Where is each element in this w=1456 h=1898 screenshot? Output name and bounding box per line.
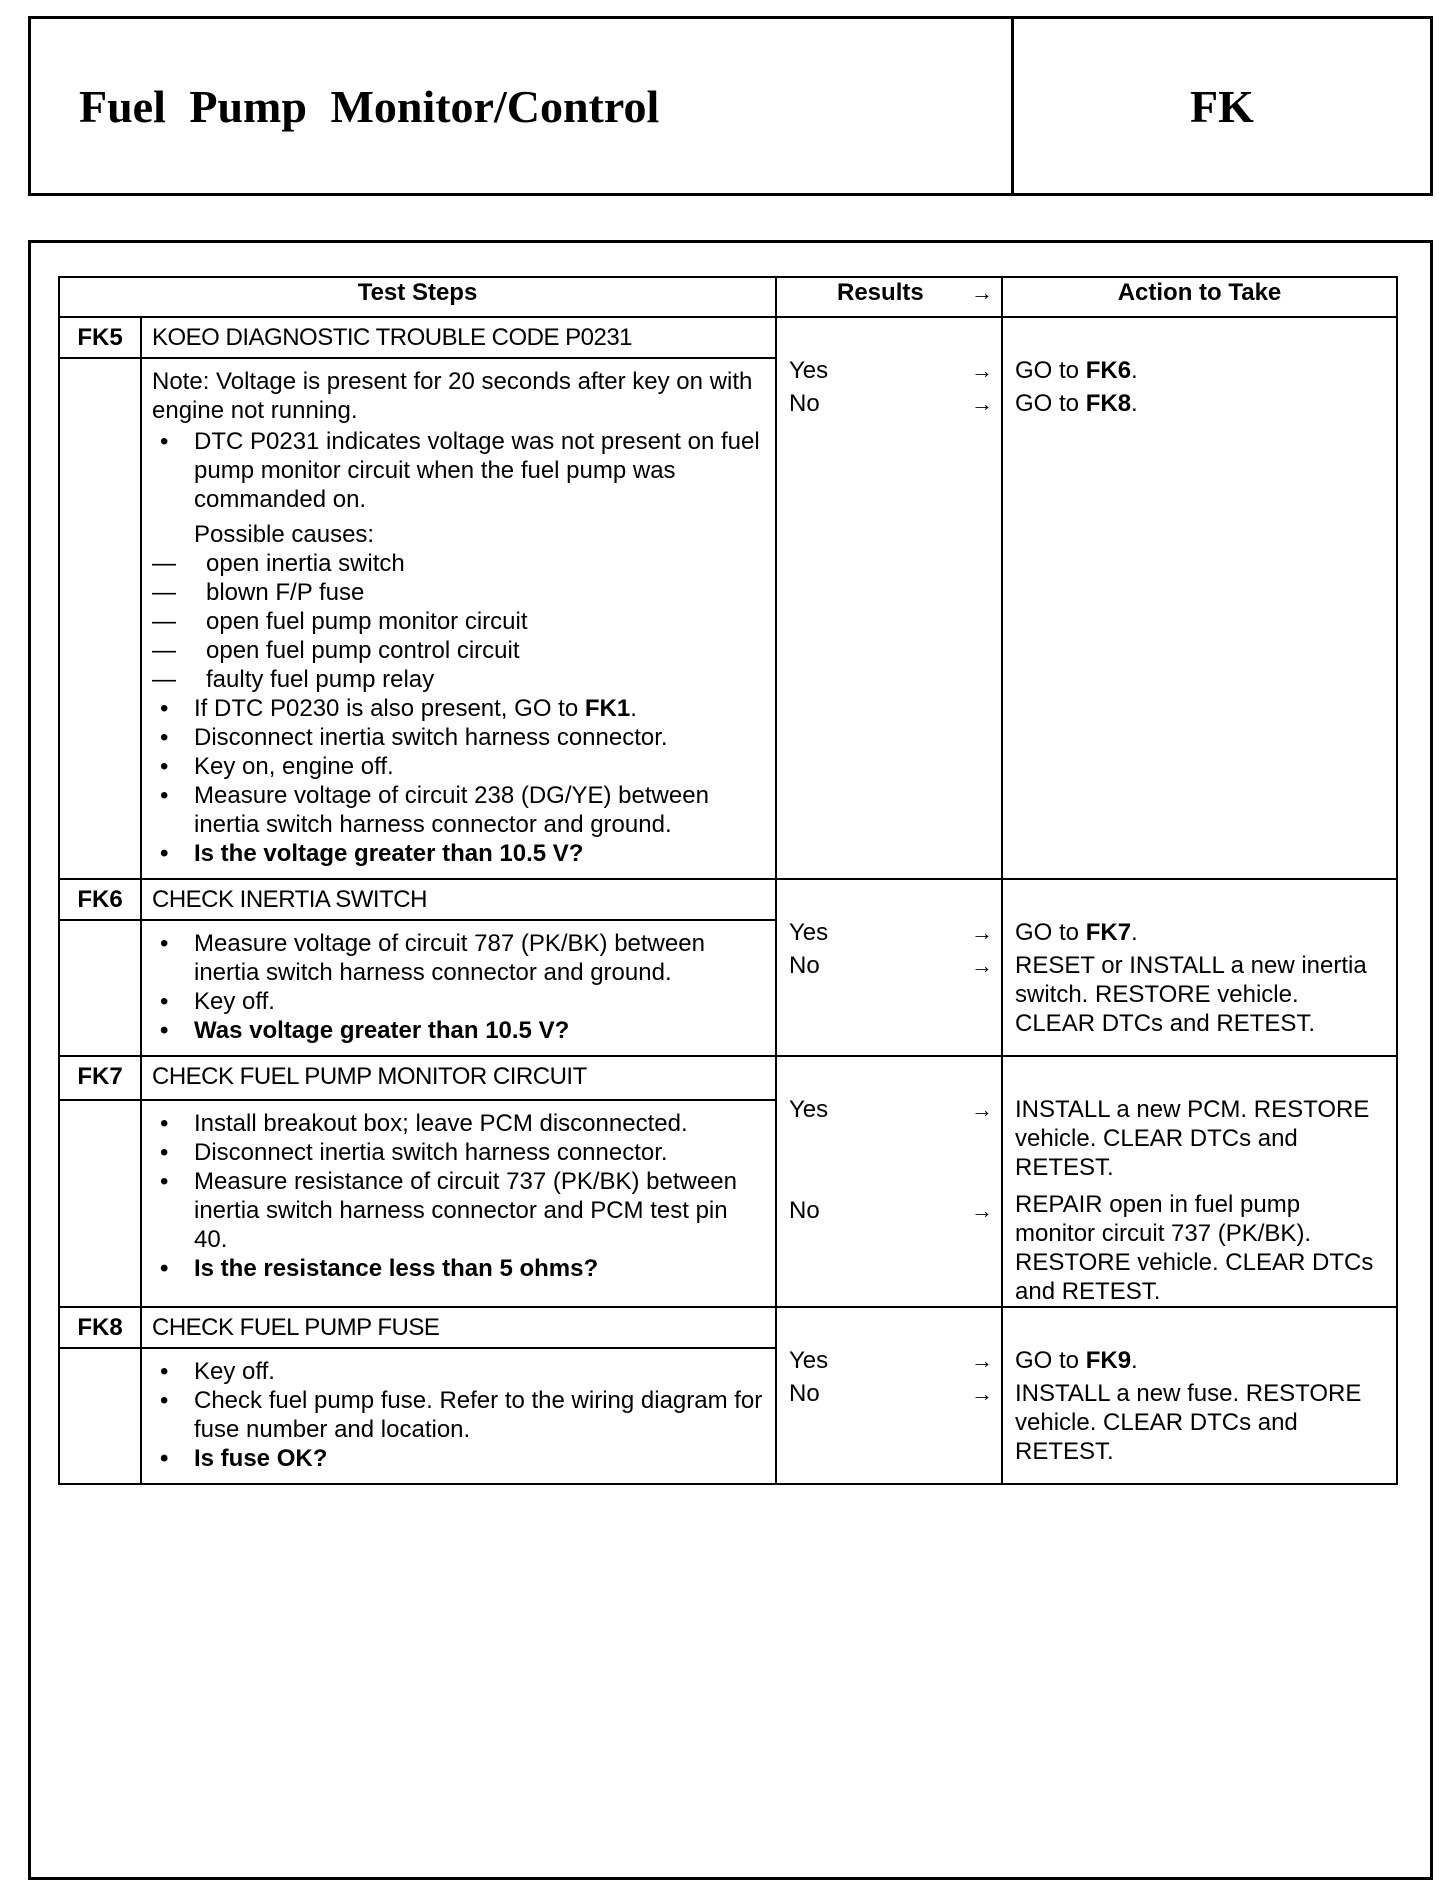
header-code-cell xyxy=(1014,19,1430,193)
action-cell xyxy=(1002,1307,1397,1484)
action-header: Action to Take xyxy=(1002,277,1397,317)
step-id: FK7 xyxy=(59,1056,141,1100)
test-steps-table xyxy=(58,276,1398,1485)
test-steps-header: Test Steps xyxy=(59,277,776,317)
list-item: • Check fuel pump fuse. Refer to the wiring diagram for fuse number and location. xyxy=(152,1386,765,1444)
result-yes-label: Yes xyxy=(789,1096,829,1123)
result-no-label: No xyxy=(789,390,820,417)
arrow-right-icon: → xyxy=(971,280,993,305)
list-item: — blown F/P fuse xyxy=(152,578,765,607)
list-item: • Key off. xyxy=(152,1357,765,1386)
list-item: — open fuel pump monitor circuit xyxy=(152,607,765,636)
id-spacer xyxy=(59,1100,141,1307)
arrow-right-icon: → xyxy=(971,358,993,383)
list-item: • Measure voltage of circuit 238 (DG/YE) between inertia switch harness connector and ground. xyxy=(152,781,765,839)
action-yes: GO to FK6. xyxy=(1015,357,1138,384)
step-question: • Was voltage greater than 10.5 V? xyxy=(152,1016,765,1045)
list-item: • Disconnect inertia switch harness connector. xyxy=(152,723,765,752)
results-cell xyxy=(776,879,1002,1056)
results-cell xyxy=(776,1307,1002,1484)
step-ref: FK7 xyxy=(1085,919,1132,946)
step-ref: FK8 xyxy=(1085,390,1132,417)
list-item: — open fuel pump control circuit xyxy=(152,636,765,665)
result-no-label: No xyxy=(789,952,820,979)
results-cell xyxy=(776,1056,1002,1307)
possible-causes xyxy=(152,520,765,549)
action-yes-text: GO to xyxy=(1015,1347,1080,1374)
step-bullets xyxy=(152,427,765,514)
arrow-right-icon: → xyxy=(971,953,993,978)
result-yes xyxy=(777,918,1001,947)
action-no-text: GO to xyxy=(1015,390,1080,417)
arrow-right-icon: → xyxy=(971,1381,993,1406)
action-no: INSTALL a new fuse. RESTORE vehicle. CLEAR DTCs and RETEST. xyxy=(1015,1380,1362,1465)
result-no xyxy=(777,951,1001,980)
arrow-right-icon: → xyxy=(971,1348,993,1373)
action-no: GO to FK8. xyxy=(1015,390,1138,417)
action-cell xyxy=(1002,1056,1397,1307)
list-item: — open inertia switch xyxy=(152,549,765,578)
causes-label: Possible causes: xyxy=(194,521,375,548)
step-body xyxy=(141,358,776,879)
arrow-right-icon: → xyxy=(971,920,993,945)
result-no xyxy=(777,389,1001,418)
step-title-row xyxy=(59,317,1397,358)
result-yes-label: Yes xyxy=(789,357,829,384)
step-note: Note: Voltage is present for 20 seconds after key on with engine not running. xyxy=(152,368,753,424)
step-title-row xyxy=(59,1307,1397,1348)
step-bullets xyxy=(152,1357,765,1473)
arrow-right-icon: → xyxy=(971,1198,993,1223)
step-id: FK8 xyxy=(59,1307,141,1348)
list-item: • Key off. xyxy=(152,987,765,1016)
action-yes-text: GO to xyxy=(1015,919,1080,946)
result-no-label: No xyxy=(789,1197,820,1224)
list-item: — faulty fuel pump relay xyxy=(152,665,765,694)
header-title-cell xyxy=(31,19,1014,193)
list-item: • Measure resistance of circuit 737 (PK/BK) between inertia switch harness connector and PCM test pin 40. xyxy=(152,1167,765,1254)
list-item: • Disconnect inertia switch harness connector. xyxy=(152,1138,765,1167)
step-body xyxy=(141,1100,776,1307)
list-item: • If DTC P0230 is also present, GO to FK1. xyxy=(152,694,765,723)
step-bullets xyxy=(152,694,765,868)
step-bullets xyxy=(152,929,765,1045)
section-code: FK xyxy=(1190,80,1254,132)
action-yes-text: GO to xyxy=(1015,357,1080,384)
step-title: CHECK FUEL PUMP MONITOR CIRCUIT xyxy=(141,1056,776,1100)
step-question: • Is the resistance less than 5 ohms? xyxy=(152,1254,765,1283)
id-spacer xyxy=(59,358,141,879)
step-body xyxy=(141,920,776,1056)
step-title: KOEO DIAGNOSTIC TROUBLE CODE P0231 xyxy=(141,317,776,358)
list-item-text: If DTC P0230 is also present, GO to xyxy=(194,695,579,722)
results-header-label: Results xyxy=(837,279,924,306)
step-body xyxy=(141,1348,776,1484)
step-question: • Is fuse OK? xyxy=(152,1444,765,1473)
action-cell xyxy=(1002,879,1397,1056)
list-item: • Install breakout box; leave PCM disconnected. xyxy=(152,1109,765,1138)
step-ref: FK9 xyxy=(1085,1347,1132,1374)
step-title: CHECK INERTIA SWITCH xyxy=(141,879,776,920)
list-item: • DTC P0231 indicates voltage was not present on fuel pump monitor circuit when the fuel pump was commanded on. xyxy=(152,427,765,514)
step-title-row xyxy=(59,1056,1397,1100)
result-yes xyxy=(777,356,1001,385)
action-yes: GO to FK7. xyxy=(1015,919,1138,946)
step-question: • Is the voltage greater than 10.5 V? xyxy=(152,839,765,868)
result-yes-label: Yes xyxy=(789,1347,829,1374)
list-item: • Measure voltage of circuit 787 (PK/BK) between inertia switch harness connector and ground. xyxy=(152,929,765,987)
page-header xyxy=(28,16,1433,196)
result-yes-label: Yes xyxy=(789,919,829,946)
step-ref: FK6 xyxy=(1085,357,1132,384)
page-title: Fuel Pump Monitor/Control xyxy=(79,80,660,132)
table-header-row xyxy=(59,277,1397,317)
result-yes xyxy=(777,1095,1001,1124)
result-no xyxy=(777,1379,1001,1408)
action-cell xyxy=(1002,317,1397,879)
action-yes: INSTALL a new PCM. RESTORE vehicle. CLEAR DTCs and RETEST. xyxy=(1015,1096,1370,1181)
causes-list xyxy=(152,549,765,694)
action-no: REPAIR open in fuel pump monitor circuit 737 (PK/BK). RESTORE vehicle. CLEAR DTCs and RETEST. xyxy=(1015,1191,1374,1305)
step-ref: FK1 xyxy=(584,695,631,722)
arrow-right-icon: → xyxy=(971,391,993,416)
id-spacer xyxy=(59,920,141,1056)
id-spacer xyxy=(59,1348,141,1484)
result-no xyxy=(777,1196,1001,1225)
step-id: FK5 xyxy=(59,317,141,358)
list-item: • Key on, engine off. xyxy=(152,752,765,781)
arrow-right-icon: → xyxy=(971,1097,993,1122)
action-no: RESET or INSTALL a new inertia switch. RESTORE vehicle. CLEAR DTCs and RETEST. xyxy=(1015,952,1367,1037)
result-no-label: No xyxy=(789,1380,820,1407)
result-yes xyxy=(777,1346,1001,1375)
results-header xyxy=(776,277,1002,317)
results-cell xyxy=(776,317,1002,879)
step-bullets xyxy=(152,1109,765,1283)
step-title-row xyxy=(59,879,1397,920)
step-title: CHECK FUEL PUMP FUSE xyxy=(141,1307,776,1348)
step-id: FK6 xyxy=(59,879,141,920)
action-yes: GO to FK9. xyxy=(1015,1347,1138,1374)
